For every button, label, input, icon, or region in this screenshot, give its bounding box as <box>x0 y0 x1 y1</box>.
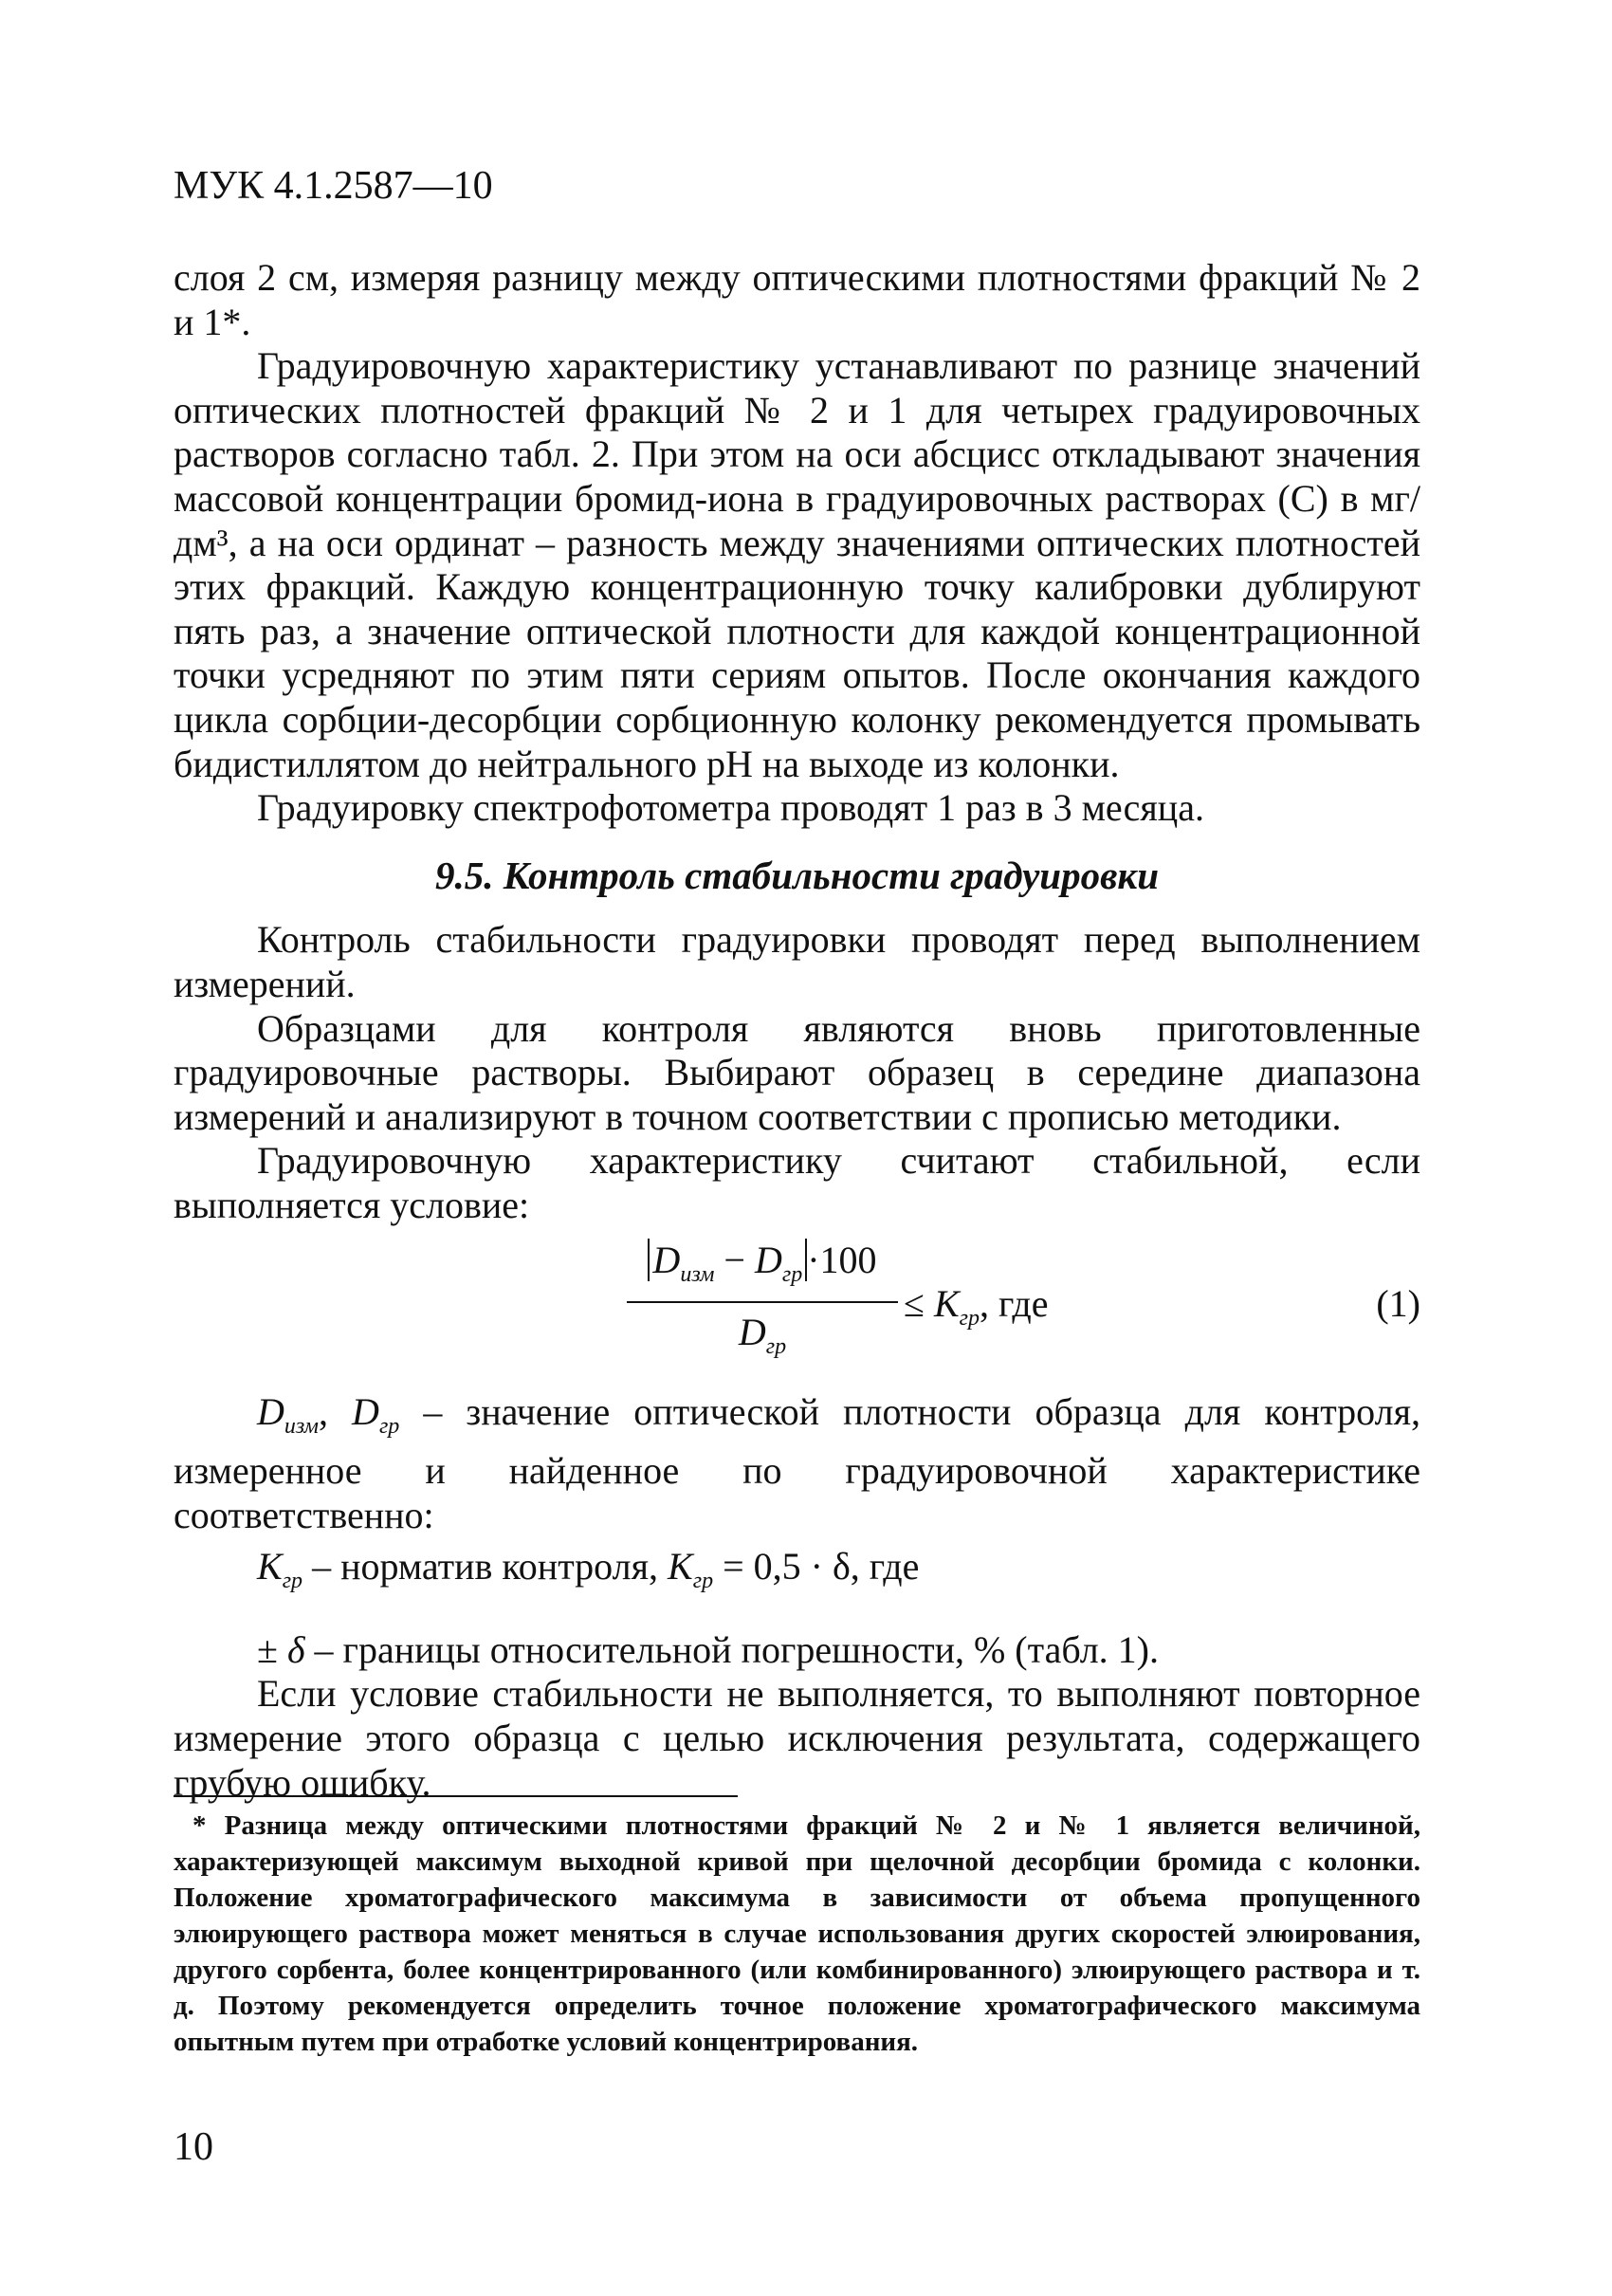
formula-numerator <box>627 1239 898 1303</box>
page-number: 10 <box>174 2125 213 2169</box>
times-hundred: ·100 <box>807 1239 877 1282</box>
paragraph-continuation: слоя 2 см, измеряя разницу между оптическими плотностями фракций № 2 и 1*. <box>174 256 1420 343</box>
absolute-value <box>648 1239 807 1288</box>
minus-sign: − <box>714 1239 755 1282</box>
paragraph-control-before: Контроль стабильности градуировки проводят перед выполнением измерений. <box>174 918 1420 1005</box>
definition-delta: ± δ – границы относительной погрешности, % (табл. 1). <box>257 1627 1159 1671</box>
definition-d: $D_{изм}$, $D_{гр}$ – значение оптической плотности образца для контроля, измеренное и найденное по градуировочной характеристике соответственно: <box>174 1390 1420 1536</box>
d-calibration-denominator: $D_{гр}$ <box>738 1311 787 1360</box>
d-calibration: $D_{гр}$ <box>754 1239 803 1288</box>
equation-number: (1) <box>1376 1282 1420 1326</box>
formula-fraction <box>627 1239 898 1368</box>
paragraph-calibration-frequency: Градуировку спектрофотометра проводят 1 раз в 3 месяца. <box>257 786 1204 830</box>
stability-formula <box>174 1237 1420 1379</box>
paragraph-stability-condition: Градуировочную характеристику считают стабильной, если выполняется условие: <box>174 1139 1420 1226</box>
formula-denominator <box>627 1303 898 1369</box>
paragraph-repeat-measurement: Если условие стабильности не выполняется, то выполняют повторное измерение этого образца с целью исключения результата, содержащего грубую ошибку. <box>174 1672 1420 1804</box>
paragraph-calibration-characteristic: Градуировочную характеристику устанавливают по разнице значений оптических плотностей фракций № 2 и 1 для четырех градуировочных растворов согласно табл. 2. При этом на оси абсцисс откладывают значения массовой концентрации бромид-иона в градуировочных растворах (С) в мг/дм³, а на оси ординат – разность между значениями оптических плотностей этих фракций. Каждую концентрационную точку калибровки дублируют пять раз, а значение оптической плотности для каждой концентрационной точки усредняют по этим пяти сериям опытов. После окончания каждого цикла сорбции-десорбции сорбционную колонку рекомендуется промывать бидистиллятом до нейтрального рН на выходе из колонки. <box>174 344 1420 785</box>
document-code-header: МУК 4.1.2587—10 <box>174 164 493 208</box>
section-title: 9.5. Контроль стабильности градуировки <box>434 853 1160 897</box>
formula-relation: ≤ $K_{гр}$, где <box>904 1282 1049 1332</box>
definition-k: $K_{гр}$ – норматив контроля, $K_{гр} = 0,5 \cdot \delta$, где <box>257 1545 920 1594</box>
paragraph-control-samples: Образцами для контроля являются вновь приготовленные градуировочные растворы. Выбирают образец в середине диапазона измерений и анализируют в точном соответствии с прописью методики. <box>174 1006 1420 1138</box>
d-measured: $D_{изм}$ <box>652 1239 715 1288</box>
footnote: * Разница между оптическими плотностями фракций № 2 и № 1 является величиной, характеризующей максимум выходной кривой при щелочной десорбции бромида с колонки. Положение хроматографического максимума в зависимости от объема пропущенного элюирующего раствора может меняться в случае использования других скоростей элюирования, другого сорбента, более концентрированного (или комбинированного) элюирующего раствора и т. д. Поэтому рекомендуется определить точное положение хроматографического максимума опытным путем при отработке условий концентрирования. <box>174 1810 1420 2057</box>
main-text <box>174 256 1420 1805</box>
footnote-separator <box>174 1795 738 1797</box>
